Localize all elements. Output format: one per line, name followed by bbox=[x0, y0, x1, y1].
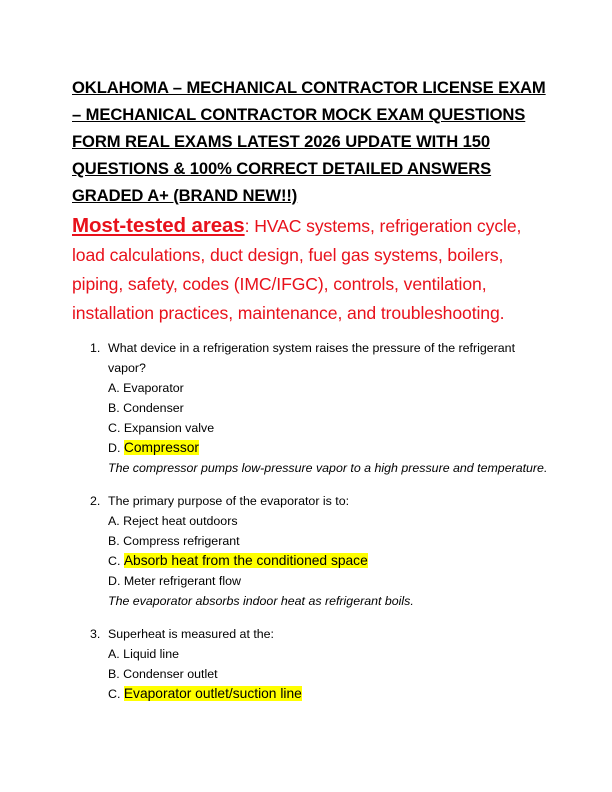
option-letter: A. bbox=[108, 381, 120, 395]
question-number: 1. bbox=[90, 341, 101, 355]
option-text: Liquid line bbox=[123, 647, 179, 661]
correct-answer-highlight: Compressor bbox=[123, 440, 199, 455]
option-c-correct bbox=[108, 551, 552, 571]
question-text: The primary purpose of the evaporator is to: bbox=[108, 494, 350, 508]
question-number: 3. bbox=[90, 627, 101, 641]
option-a bbox=[108, 644, 552, 664]
question-text: Superheat is measured at the: bbox=[108, 627, 274, 641]
option-letter: B. bbox=[108, 667, 120, 681]
option-text: Condenser bbox=[123, 401, 184, 415]
option-b bbox=[108, 531, 552, 551]
option-letter: B. bbox=[108, 401, 120, 415]
option-letter: C. bbox=[108, 421, 121, 435]
answer-explanation: The compressor pumps low-pressure vapor to a high pressure and temperature. bbox=[108, 461, 548, 475]
option-letter: C. bbox=[108, 554, 121, 568]
question-number: 2. bbox=[90, 494, 101, 508]
option-c bbox=[108, 418, 552, 438]
answer-explanation: The evaporator absorbs indoor heat as refrigerant boils. bbox=[108, 594, 414, 608]
question-2 bbox=[72, 491, 552, 611]
option-letter: D. bbox=[108, 574, 121, 588]
option-letter: A. bbox=[108, 514, 120, 528]
correct-answer-highlight: Absorb heat from the conditioned space bbox=[123, 553, 368, 568]
question-list bbox=[72, 338, 552, 704]
option-c-correct bbox=[108, 684, 552, 704]
option-text: Compress refrigerant bbox=[123, 534, 240, 548]
option-d-correct bbox=[108, 438, 552, 458]
intro-paragraph bbox=[72, 211, 552, 328]
option-d bbox=[108, 571, 552, 591]
option-letter: B. bbox=[108, 534, 120, 548]
intro-lead: Most-tested areas bbox=[72, 214, 245, 237]
option-a bbox=[108, 378, 552, 398]
question-1 bbox=[72, 338, 552, 478]
question-text: What device in a refrigeration system raises the pressure of the refrigerant vapor? bbox=[108, 341, 516, 375]
correct-answer-highlight: Evaporator outlet/suction line bbox=[123, 686, 302, 701]
document-title: OKLAHOMA – MECHANICAL CONTRACTOR LICENSE EXAM – MECHANICAL CONTRACTOR MOCK EXAM QUESTIONS FORM REAL EXAMS LATEST 2026 UPDATE WITH 150 QUESTIONS & 100% CORRECT DETAILED ANSWERS GRADED A+ (BRAND NEW!!) bbox=[72, 78, 546, 205]
option-text: Evaporator bbox=[123, 381, 184, 395]
option-letter: D. bbox=[108, 441, 121, 455]
option-text: Meter refrigerant flow bbox=[123, 574, 241, 588]
option-b bbox=[108, 664, 552, 684]
option-text: Condenser outlet bbox=[123, 667, 218, 681]
option-text: Expansion valve bbox=[123, 421, 215, 435]
intro-text: : HVAC systems, refrigeration cycle, load calculations, duct design, fuel gas systems, boilers, piping, safety, codes (IMC/IFGC), controls, ventilation, installation practices, maintenance, and troubleshooting. bbox=[72, 216, 522, 323]
option-b bbox=[108, 398, 552, 418]
option-letter: C. bbox=[108, 687, 121, 701]
option-text: Reject heat outdoors bbox=[123, 514, 238, 528]
option-letter: A. bbox=[108, 647, 120, 661]
question-3 bbox=[72, 624, 552, 704]
option-a bbox=[108, 511, 552, 531]
